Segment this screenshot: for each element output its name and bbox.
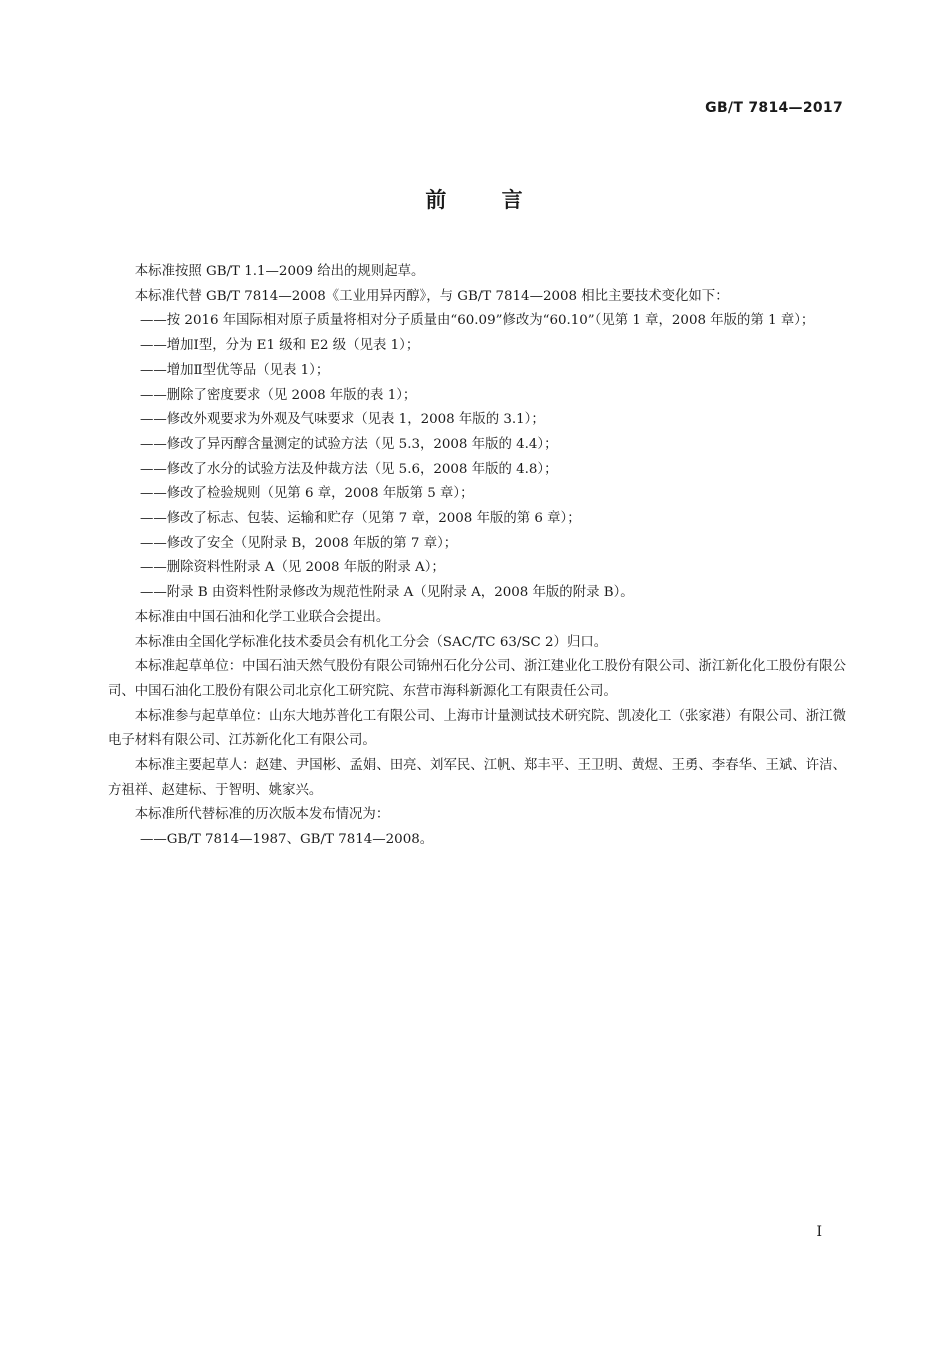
list-item-history: ——GB/T 7814—1987、GB/T 7814—2008。 (140, 832, 434, 848)
paragraph-drafters: 本标准主要起草人：赵建、尹国彬、孟娟、田亮、刘军民、江帆、郑丰平、王卫明、黄煜、王勇、李春华、王斌、许洁、方祖祥、赵建标、于智明、姚家兴。 (108, 758, 846, 798)
list-item: ——修改了安全（见附录 B，2008 年版的第 7 章）； (140, 535, 458, 551)
document-body (108, 260, 846, 853)
paragraph-replacement: 本标准代替 GB/T 7814—2008《工业用异丙醇》，与 GB/T 7814—2008 相比主要技术变化如下： (134, 288, 729, 304)
standard-code: GB/T 7814—2017 (705, 100, 843, 116)
paragraph-proposer: 本标准由中国石油和化学工业联合会提出。 (134, 609, 390, 625)
list-item: ——增加Ⅰ型，分为 E1 级和 E2 级（见表 1）； (140, 338, 420, 354)
paragraph-committee: 本标准由全国化学标准化技术委员会有机化工分会（SAC/TC 63/SC 2）归口。 (134, 634, 608, 650)
list-item: ——修改了水分的试验方法及仲裁方法（见 5.6，2008 年版的 4.8）； (140, 461, 558, 477)
paragraph-history-intro: 本标准所代替标准的历次版本发布情况为： (134, 807, 390, 823)
list-item: ——增加Ⅱ型优等品（见表 1）； (140, 362, 330, 378)
list-item: ——修改外观要求为外观及气味要求（见表 1，2008 年版的 3.1）； (140, 412, 545, 428)
paragraph-drafting-units: 本标准起草单位：中国石油天然气股份有限公司锦州石化分公司、浙江建业化工股份有限公司、浙江新化化工股份有限公司、中国石油化工股份有限公司北京化工研究院、东营市海科新源化工有限责任公司。 (108, 659, 846, 699)
page-number: I (816, 1224, 822, 1240)
list-item: ——删除资料性附录 A（见 2008 年版的附录 A）； (140, 560, 445, 576)
list-item: ——附录 B 由资料性附录修改为规范性附录 A（见附录 A，2008 年版的附录 B）。 (140, 585, 634, 601)
list-item: ——删除了密度要求（见 2008 年版的表 1）； (140, 387, 417, 403)
page-title: 前 言 (425, 188, 525, 212)
list-item: ——修改了标志、包装、运输和贮存（见第 7 章，2008 年版的第 6 章）； (140, 511, 581, 527)
paragraph-drafting-rules: 本标准按照 GB/T 1.1—2009 给出的规则起草。 (134, 264, 425, 279)
list-item: ——修改了检验规则（见第 6 章，2008 年版第 5 章）； (140, 486, 474, 502)
list-item: ——按 2016 年国际相对原子质量将相对分子质量由“60.09”修改为“60.10”（见第 1 章，2008 年版的第 1 章）； (140, 313, 815, 329)
list-item: ——修改了异丙醇含量测定的试验方法（见 5.3，2008 年版的 4.4）； (140, 436, 558, 452)
paragraph-participating-units: 本标准参与起草单位：山东大地苏普化工有限公司、上海市计量测试技术研究院、凯凌化工（张家港）有限公司、浙江微电子材料有限公司、江苏新化化工有限公司。 (108, 708, 846, 749)
